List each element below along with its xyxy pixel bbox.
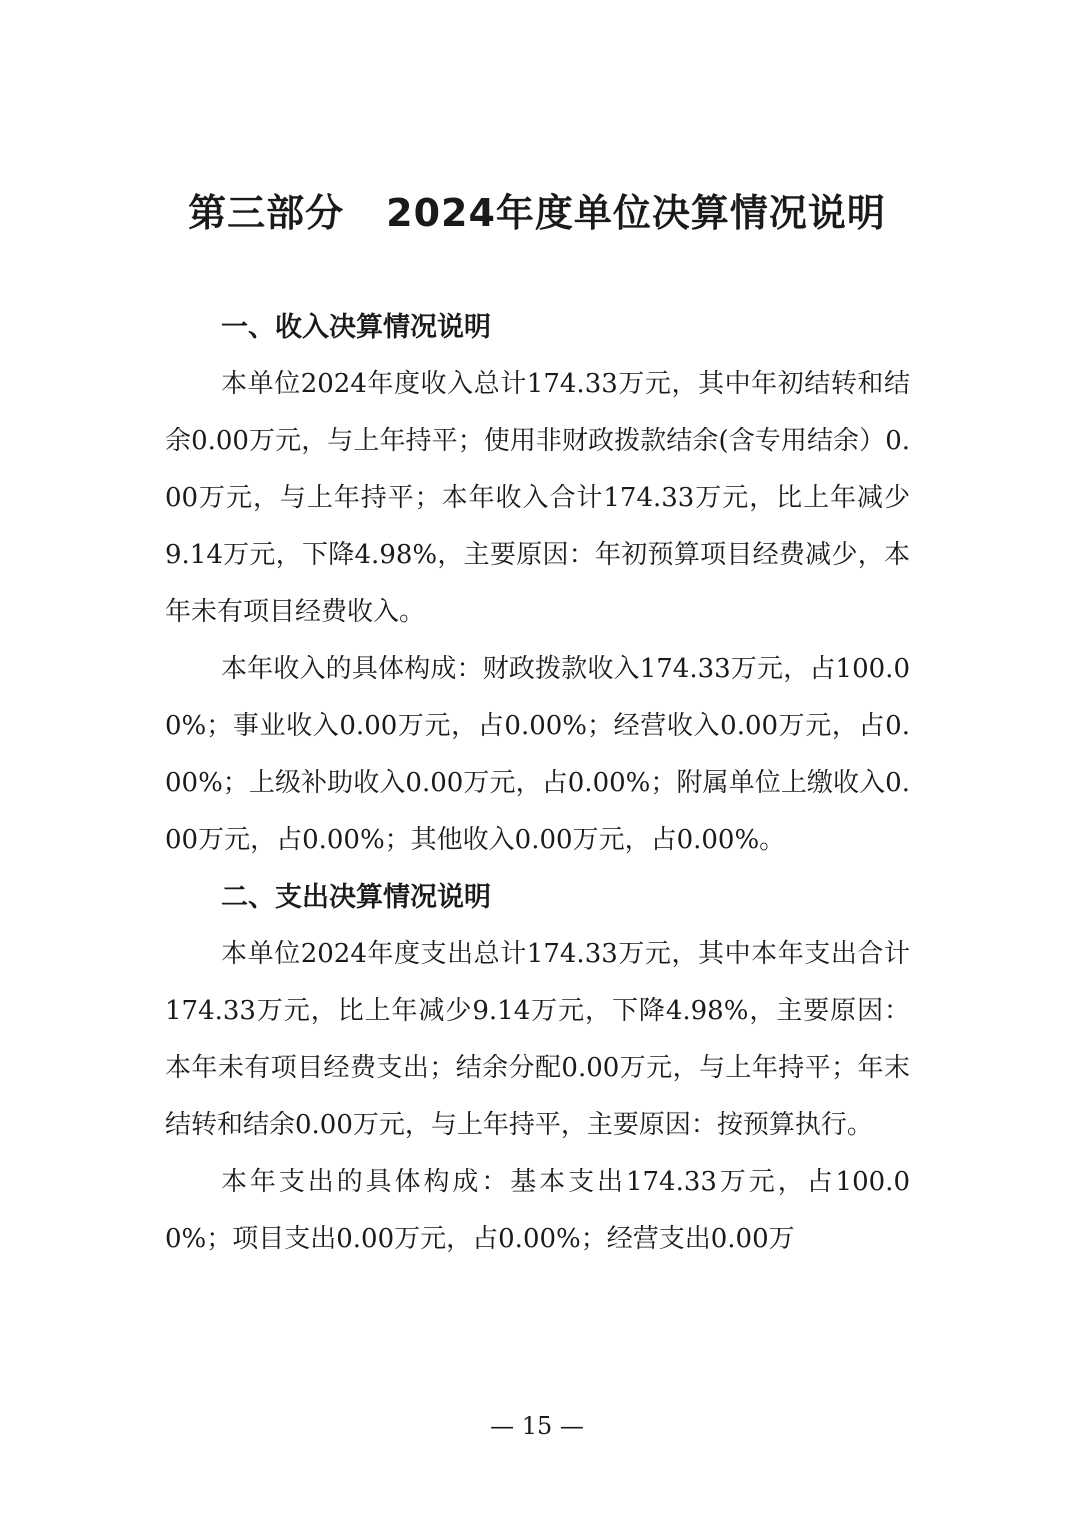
income-composition-paragraph: 本年收入的具体构成：财政拨款收入174.33万元，占100.00%；事业收入0.00万元，占0.00%；经营收入0.00万元，占0.00%；上级补助收入0.00万元，占0.00%；附属单位上缴收入0.00万元，占0.00%；其他收入0.00万元，占0.00%。	[165, 654, 910, 855]
page-number: — 15 —	[490, 1412, 584, 1440]
page-title-main: 2024年度单位决算情况说明	[386, 191, 886, 235]
expenditure-section	[165, 869, 910, 1268]
section-heading-income: 一、收入决算情况说明	[221, 312, 491, 343]
income-summary-paragraph: 本单位2024年度收入总计174.33万元，其中年初结转和结余0.00万元，与上年持平；使用非财政拨款结余(含专用结余）0.00万元，与上年持平；本年收入合计174.33万元，比上年减少9.14万元，下降4.98%，主要原因：年初预算项目经费减少，本年未有项目经费收入。	[165, 369, 910, 627]
section-heading-expenditure: 二、支出决算情况说明	[221, 882, 491, 913]
page-title-part: 第三部分	[188, 191, 345, 235]
expenditure-summary-paragraph: 本单位2024年度支出总计174.33万元，其中本年支出合计174.33万元，比上年减少9.14万元，下降4.98%，主要原因：本年未有项目经费支出；结余分配0.00万元，与上年持平；年末结转和结余0.00万元，与上年持平，主要原因：按预算执行。	[165, 939, 910, 1140]
page-title	[0, 188, 1074, 238]
document-body	[165, 299, 910, 1268]
income-section	[165, 299, 910, 869]
expenditure-composition-paragraph: 本年支出的具体构成：基本支出174.33万元，占100.00%；项目支出0.00万元，占0.00%；经营支出0.00万	[165, 1167, 910, 1254]
